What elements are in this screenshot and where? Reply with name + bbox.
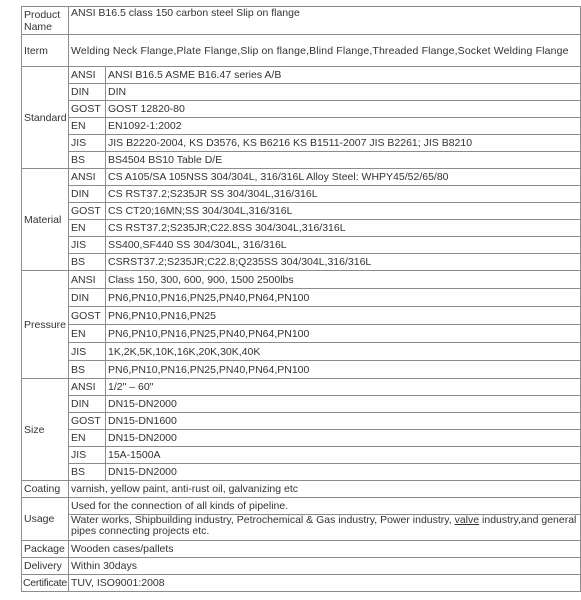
size-sub: DIN	[69, 396, 106, 413]
size-value: DN15-DN2000	[106, 464, 581, 481]
size-row	[22, 430, 581, 447]
material-value: CS RST37.2;S235JR;C22.8SS 304/304L,316/316L	[106, 220, 581, 237]
material-row	[22, 237, 581, 254]
size-sub: JIS	[69, 447, 106, 464]
size-sub: BS	[69, 464, 106, 481]
material-row	[22, 254, 581, 271]
material-value: CS A105/SA 105NSS 304/304L, 316/316L Alloy Steel: WHPY45/52/65/80	[106, 169, 581, 186]
pressure-label: Pressure	[22, 271, 69, 379]
usage-text-pre: Water works, Shipbuilding industry, Petrochemical & Gas industry, Power industry,	[71, 514, 455, 526]
material-row	[22, 220, 581, 237]
size-value: DN15-DN2000	[106, 396, 581, 413]
material-value: CS CT20;16MN;SS 304/304L,316/316L	[106, 203, 581, 220]
certificate-value: TUV, ISO9001:2008	[69, 575, 581, 592]
material-value: CSRST37.2;S235JR;C22.8;Q235SS 304/304L,316/316L	[106, 254, 581, 271]
usage-row	[22, 515, 581, 541]
pressure-value: Class 150, 300, 600, 900, 1500 2500lbs	[106, 271, 581, 289]
coating-row	[22, 481, 581, 498]
size-label: Size	[22, 379, 69, 481]
standard-sub: GOST	[69, 101, 106, 118]
standard-sub: JIS	[69, 135, 106, 152]
material-row	[22, 169, 581, 186]
pressure-row	[22, 307, 581, 325]
material-row	[22, 203, 581, 220]
pressure-sub: JIS	[69, 343, 106, 361]
material-label: Material	[22, 169, 69, 271]
material-sub: EN	[69, 220, 106, 237]
material-row	[22, 186, 581, 203]
iterm-row	[22, 35, 581, 67]
standard-value: DIN	[106, 84, 581, 101]
package-row	[22, 541, 581, 558]
standard-value: JIS B2220-2004, KS D3576, KS B6216 KS B1511-2007 JIS B2261; JIS B8210	[106, 135, 581, 152]
size-row	[22, 413, 581, 430]
size-row	[22, 379, 581, 396]
iterm-value: Welding Neck Flange,Plate Flange,Slip on flange,Blind Flange,Threaded Flange,Socket Welding Flange	[69, 35, 581, 67]
material-sub: JIS	[69, 237, 106, 254]
delivery-row	[22, 558, 581, 575]
standard-row	[22, 118, 581, 135]
product-label: Product Name	[22, 7, 69, 35]
material-sub: GOST	[69, 203, 106, 220]
size-value: 15A-1500A	[106, 447, 581, 464]
standard-sub: DIN	[69, 84, 106, 101]
package-value: Wooden cases/pallets	[69, 541, 581, 558]
usage-text-post: industry,and general pipes connecting projects etc.	[71, 514, 577, 537]
spec-table	[21, 6, 581, 592]
iterm-label: Iterm	[22, 35, 69, 67]
standard-row	[22, 101, 581, 118]
material-value: CS RST37.2;S235JR SS 304/304L,316/316L	[106, 186, 581, 203]
standard-sub: EN	[69, 118, 106, 135]
size-row	[22, 464, 581, 481]
pressure-row	[22, 289, 581, 307]
standard-row	[22, 84, 581, 101]
pressure-sub: EN	[69, 325, 106, 343]
coating-value: varnish, yellow paint, anti-rust oil, galvanizing etc	[69, 481, 581, 498]
spec-table-frame	[21, 6, 577, 600]
standard-value: BS4504 BS10 Table D/E	[106, 152, 581, 169]
material-sub: BS	[69, 254, 106, 271]
usage-line-1: Used for the connection of all kinds of pipeline.	[69, 498, 581, 515]
pressure-value: PN6,PN10,PN16,PN25,PN40,PN64,PN100	[106, 289, 581, 307]
usage-row	[22, 498, 581, 515]
pressure-value: PN6,PN10,PN16,PN25,PN40,PN64,PN100	[106, 361, 581, 379]
standard-row	[22, 67, 581, 84]
pressure-value: 1K,2K,5K,10K,16K,20K,30K,40K	[106, 343, 581, 361]
pressure-value: PN6,PN10,PN16,PN25	[106, 307, 581, 325]
package-label: Package	[22, 541, 69, 558]
material-sub: DIN	[69, 186, 106, 203]
pressure-sub: DIN	[69, 289, 106, 307]
certificate-label: Certificate	[22, 575, 69, 592]
material-sub: ANSI	[69, 169, 106, 186]
pressure-sub: GOST	[69, 307, 106, 325]
size-sub: EN	[69, 430, 106, 447]
standard-sub: BS	[69, 152, 106, 169]
standard-value: GOST 12820-80	[106, 101, 581, 118]
size-value: DN15-DN1600	[106, 413, 581, 430]
standard-label: Standard	[22, 67, 69, 169]
usage-label: Usage	[22, 498, 69, 541]
usage-line-2	[69, 515, 581, 541]
pressure-value: PN6,PN10,PN16,PN25,PN40,PN64,PN100	[106, 325, 581, 343]
size-value: 1/2" – 60"	[106, 379, 581, 396]
pressure-row	[22, 343, 581, 361]
standard-row	[22, 135, 581, 152]
delivery-label: Delivery	[22, 558, 69, 575]
product-row	[22, 7, 581, 35]
standard-sub: ANSI	[69, 67, 106, 84]
product-value: ANSI B16.5 class 150 carbon steel Slip on flange	[69, 7, 581, 35]
size-value: DN15-DN2000	[106, 430, 581, 447]
pressure-sub: ANSI	[69, 271, 106, 289]
standard-value: EN1092-1:2002	[106, 118, 581, 135]
material-value: SS400,SF440 SS 304/304L, 316/316L	[106, 237, 581, 254]
coating-label: Coating	[22, 481, 69, 498]
pressure-row	[22, 361, 581, 379]
size-sub: GOST	[69, 413, 106, 430]
pressure-sub: BS	[69, 361, 106, 379]
size-sub: ANSI	[69, 379, 106, 396]
valve-link[interactable]: valve	[454, 514, 480, 526]
size-row	[22, 396, 581, 413]
certificate-row	[22, 575, 581, 592]
size-row	[22, 447, 581, 464]
pressure-row	[22, 325, 581, 343]
standard-value: ANSI B16.5 ASME B16.47 series A/B	[106, 67, 581, 84]
standard-row	[22, 152, 581, 169]
pressure-row	[22, 271, 581, 289]
delivery-value: Within 30days	[69, 558, 581, 575]
